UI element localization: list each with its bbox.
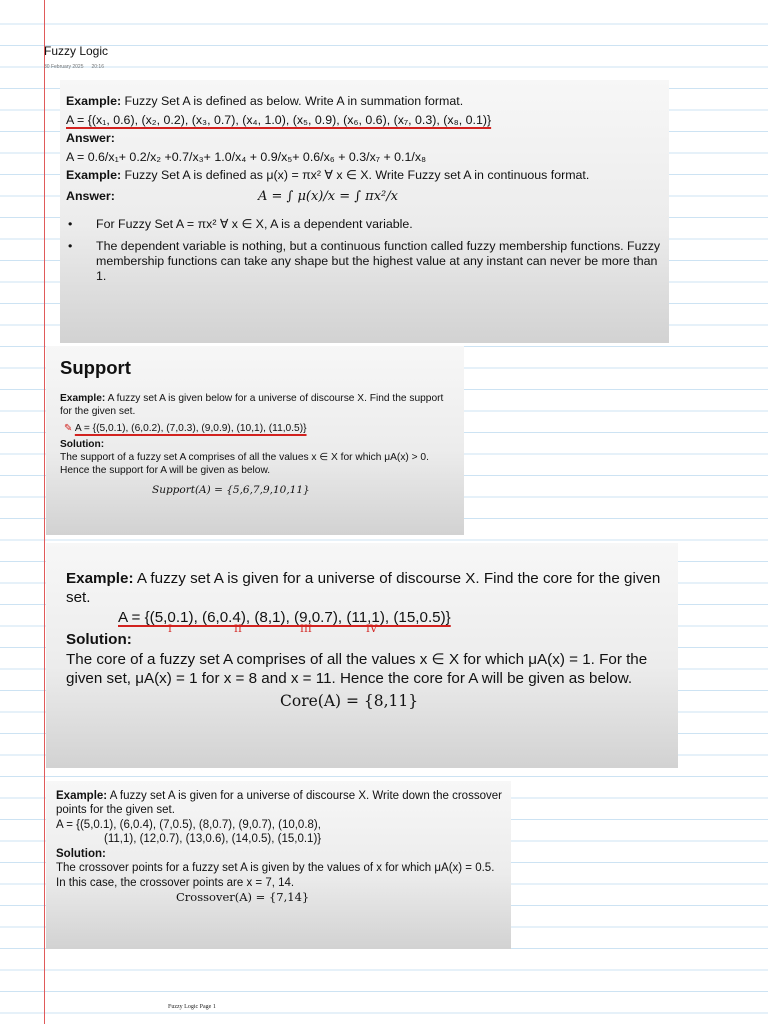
solution-label: Solution: [56,847,106,860]
annotation-mark: IV [366,624,378,636]
set-definition [64,422,454,435]
set-text: A = {(5,0.1), (6,0.2), (7,0.3), (9,0.9), (10,1), (11,0.5)} [74,422,307,434]
continuous-formula: A = ∫ μ(x)/x = ∫ πx²/x [258,188,398,204]
example-line [56,789,503,818]
example2-label: Example: [66,168,122,182]
margin-line [44,0,45,1024]
solution-label: Solution: [66,631,132,649]
set-text: A = {(5,0.1), (6,0.4), (8,1), (9,0.7), (11,1), (15,0.5)} [118,608,451,626]
page-timestamp [44,64,112,70]
slide-summation-format [60,80,669,343]
solution-label: Solution: [60,438,105,450]
example-label: Example: [60,393,106,405]
slide-core [46,543,678,768]
example1-text: Fuzzy Set A is defined as below. Write A in summation format. [121,94,464,108]
example-text: A fuzzy set A is given for a universe of discourse X. Find the core for the given set. [66,570,661,607]
slide-heading: Support [60,357,131,378]
answer2-label: Answer: [66,189,115,204]
slide-support [46,346,464,535]
page-title: Fuzzy Logic [44,44,109,58]
page-footer: Fuzzy Logic Page 1 [168,1004,216,1010]
example-line [66,569,668,608]
bullet-item: • For Fuzzy Set A = πx² ∀ x ∈ X, A is a dependent variable. [66,217,661,232]
example-label: Example: [66,570,134,587]
solution-text: The support of a fuzzy set A comprises of all the values x ∈ X for which μA(x) > 0. Hence the support for A will be given as below. [60,452,429,477]
example2-text: Fuzzy Set A is defined as μ(x) = πx² ∀ x ∈ X. Write Fuzzy set A in continuous format. [121,168,590,182]
example-text: A fuzzy set A is given for a universe of discourse X. Write down the crossover points for the given set. [56,790,502,817]
example1-line [66,94,661,110]
support-result: Support(A) = {5,6,7,9,10,11} [152,483,310,496]
set-line-2: (11,1), (12,0.7), (13,0.6), (14,0.5), (15,0.1)} [104,833,322,846]
set-line-1: A = {(5,0.1), (6,0.4), (7,0.5), (8,0.7), (9,0.7), (10,0.8), [56,818,321,831]
example-text: A fuzzy set A is given below for a universe of discourse X. Find the support for the given set. [60,393,444,418]
bullet-item: • The dependent variable is nothing, but a continuous function called fuzzy membership functions. Fuzzy membership functions can take any shape but the highest value at any instant can never be more than 1. [66,239,661,284]
answer1-label: Answer: [66,131,115,145]
annotation-mark: II [234,624,242,636]
solution-text: The core of a fuzzy set A comprises of all the values x ∈ X for which μA(x) = 1. For the given set, μA(x) = 1 for x = 8 and x = 11. Hence the core for A will be given as below. [66,650,648,688]
pencil-icon: ✎ [64,422,73,434]
crossover-result: Crossover(A) = {7,14} [176,890,310,905]
page-time: 20:16 [91,64,104,70]
annotation-mark: I [168,624,172,636]
example2-line [66,168,661,183]
example-line [60,392,454,419]
page-date: 30 February 2025 [44,64,84,70]
annotation-mark: III [300,624,312,636]
slide-crossover [46,781,511,949]
solution-text: The crossover points for a fuzzy set A is given by the values of x for which μA(x) = 0.5. In this case, the crossover points are x = 7, 14. [56,862,495,889]
example-label: Example: [56,790,108,802]
example1-label: Example: [66,94,122,108]
bullet-list [66,217,661,284]
answer1-text: A = 0.6/x₁+ 0.2/x₂ +0.7/x₃+ 1.0/x₄ + 0.9/x₅+ 0.6/x₆ + 0.3/x₇ + 0.1/x₈ [66,149,427,164]
answer2-row [66,189,661,205]
core-result: Core(A) = {8,11} [280,691,419,710]
set-definition: A = {(x₁, 0.6), (x₂, 0.2), (x₃, 0.7), (x₄, 1.0), (x₅, 0.9), (x₆, 0.6), (x₇, 0.3), (x₈, 0.1)} [66,112,492,127]
